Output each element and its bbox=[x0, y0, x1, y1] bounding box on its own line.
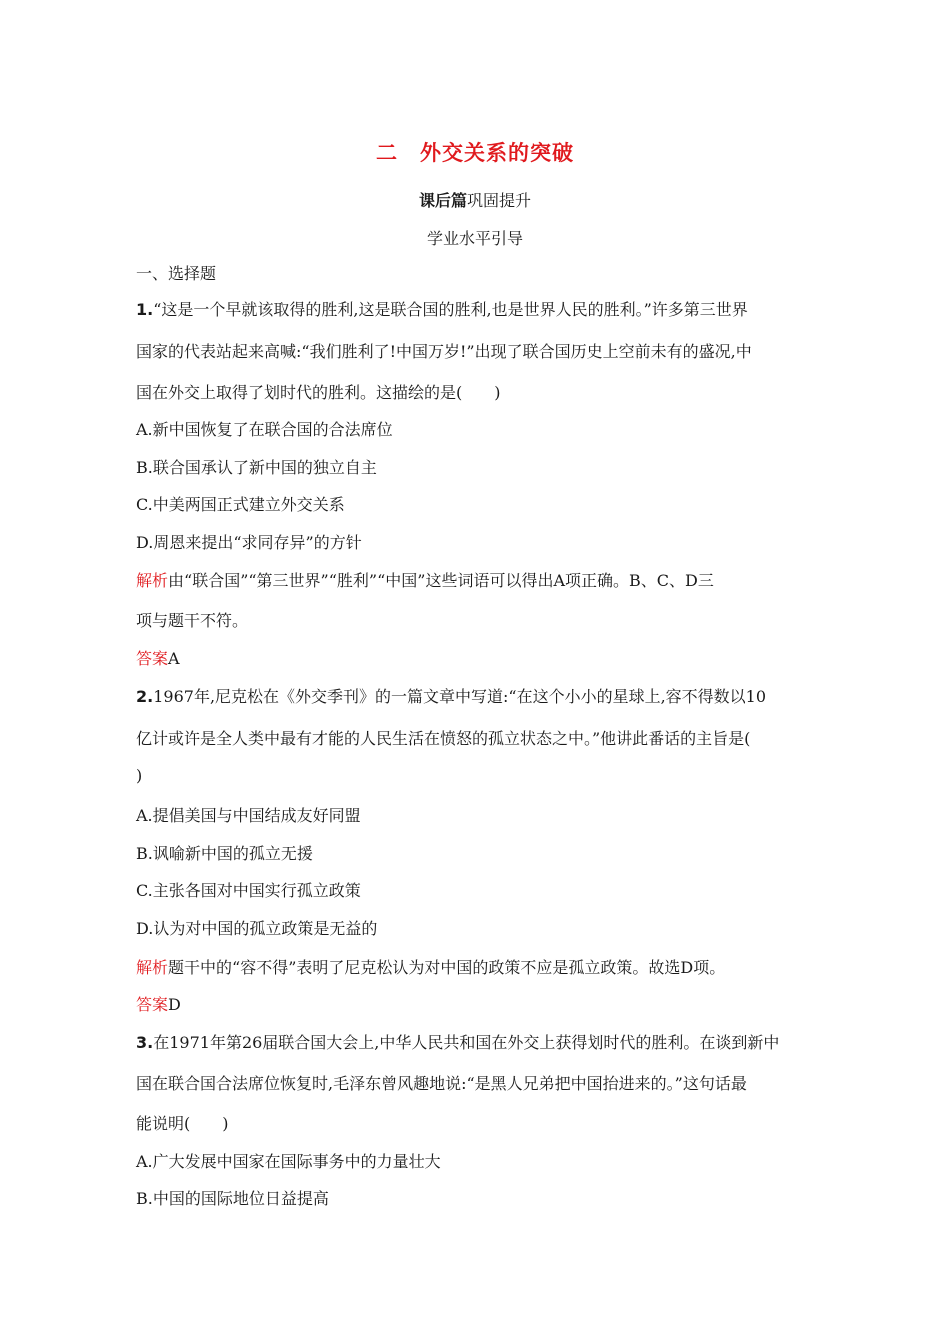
q1-analysis-line-1 bbox=[136, 568, 714, 591]
q3-option-a: A.广大发展中国家在国际事务中的力量壮大 bbox=[136, 1152, 441, 1171]
q1-answer-value: A bbox=[168, 649, 180, 668]
q2-number: 2. bbox=[136, 687, 154, 706]
q1-number: 1. bbox=[136, 300, 154, 319]
q2-analysis-label: 解析 bbox=[136, 958, 169, 977]
q2-stem-line-1 bbox=[136, 684, 766, 707]
q1-stem-text-1: “这是一个早就该取得的胜利,这是联合国的胜利,也是世界人民的胜利。”许多第三世界 bbox=[153, 300, 748, 319]
page-title: 二 外交关系的突破 bbox=[376, 141, 574, 165]
q3-option-b: B.中国的国际地位日益提高 bbox=[136, 1189, 329, 1208]
q1-option-b: B.联合国承认了新中国的独立自主 bbox=[136, 458, 377, 477]
q2-option-c: C.主张各国对中国实行孤立政策 bbox=[136, 881, 361, 900]
q1-option-c: C.中美两国正式建立外交关系 bbox=[136, 495, 345, 514]
q2-stem-line-3: ) bbox=[136, 766, 143, 785]
subtitle-rest: 巩固提升 bbox=[467, 191, 532, 210]
q3-stem-line-2: 国在联合国合法席位恢复时,毛泽东曾风趣地说:“是黑人兄弟把中国抬进来的。”这句话最 bbox=[136, 1074, 747, 1093]
q2-stem-text-1: 1967年,尼克松在《外交季刊》的一篇文章中写道:“在这个小小的星球上,容不得数以10 bbox=[153, 687, 767, 706]
q3-stem-line-3: 能说明( ) bbox=[136, 1114, 229, 1133]
q1-answer bbox=[136, 646, 180, 669]
q1-analysis-text-1: 由“联合国”“第三世界”“胜利”“中国”这些词语可以得出A项正确。B、C、D三 bbox=[168, 571, 714, 590]
q2-option-d: D.认为对中国的孤立政策是无益的 bbox=[136, 919, 378, 938]
q2-stem-line-2: 亿计或许是全人类中最有才能的人民生活在愤怒的孤立状态之中。”他讲此番话的主旨是( bbox=[136, 729, 751, 748]
q1-stem-line-1 bbox=[136, 297, 748, 320]
subtitle bbox=[0, 188, 950, 211]
q2-answer-label: 答案 bbox=[136, 995, 169, 1014]
section-heading: 一、选择题 bbox=[136, 264, 217, 283]
q2-option-a: A.提倡美国与中国结成友好同盟 bbox=[136, 806, 361, 825]
q3-stem-text-1: 在1971年第26届联合国大会上,中华人民共和国在外交上获得划时代的胜利。在谈到新中 bbox=[153, 1033, 780, 1052]
q1-stem-line-3: 国在外交上取得了划时代的胜利。这描绘的是( ) bbox=[136, 383, 501, 402]
q2-option-b: B.讽喻新中国的孤立无援 bbox=[136, 844, 313, 863]
q2-analysis-line-1 bbox=[136, 955, 725, 978]
q3-number: 3. bbox=[136, 1033, 154, 1052]
subtitle-bold: 课后篇 bbox=[418, 191, 467, 210]
q1-stem-line-2: 国家的代表站起来高喊:“我们胜利了!中国万岁!”出现了联合国历史上空前未有的盛况,中 bbox=[136, 342, 752, 361]
q1-option-a: A.新中国恢复了在联合国的合法席位 bbox=[136, 420, 393, 439]
q1-analysis-label: 解析 bbox=[136, 571, 169, 590]
q2-answer bbox=[136, 992, 181, 1015]
level-heading: 学业水平引导 bbox=[426, 229, 523, 248]
q1-answer-label: 答案 bbox=[136, 649, 169, 668]
q1-analysis-line-2: 项与题干不符。 bbox=[136, 611, 249, 630]
q3-stem-line-1 bbox=[136, 1030, 779, 1053]
q2-analysis-text-1: 题干中的“容不得”表明了尼克松认为对中国的政策不应是孤立政策。故选D项。 bbox=[168, 958, 726, 977]
q1-option-d: D.周恩来提出“求同存异”的方针 bbox=[136, 533, 362, 552]
q2-answer-value: D bbox=[168, 995, 181, 1014]
